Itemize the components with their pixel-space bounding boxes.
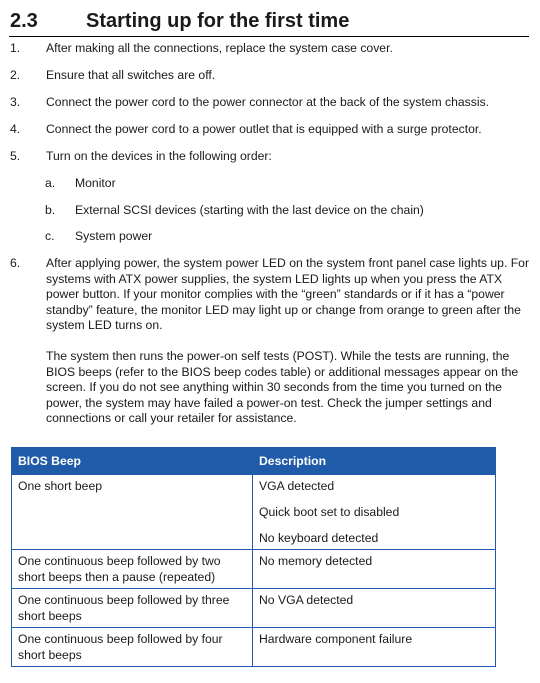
column-header-description: Description xyxy=(253,448,496,475)
description-line: VGA detected xyxy=(259,479,335,493)
description-cell: No memory detected xyxy=(253,550,496,589)
section-title: Starting up for the first time xyxy=(86,10,350,32)
post-paragraph: The system then runs the power-on self tests (POST). While the tests are running, the BIOS beeps (refer to the BIOS beep codes table) or additional messages appear on the screen. If you do not see anything within 30 seconds from the time you turned on the power, the system may have failed a power-on test. Check the jumper settings and connections or call your retailer for assistance. xyxy=(46,349,519,425)
step-text: Turn on the devices in the following order: xyxy=(46,149,272,163)
step-number: 1. xyxy=(10,41,21,55)
description-line: No keyboard detected xyxy=(259,531,379,545)
step-number: 4. xyxy=(10,122,21,136)
substep-letter: a. xyxy=(45,176,56,190)
substep-text: External SCSI devices (starting with the last device on the chain) xyxy=(75,203,424,217)
description-line: Quick boot set to disabled xyxy=(259,505,400,519)
table-row xyxy=(12,550,496,589)
beep-cell: One continuous beep followed by two short beeps then a pause (repeated) xyxy=(12,550,253,589)
step-text: Connect the power cord to a power outlet that is equipped with a surge protector. xyxy=(46,122,482,136)
step-number: 3. xyxy=(10,95,21,109)
description-cell: No VGA detected xyxy=(253,589,496,628)
description-cell xyxy=(253,475,496,550)
step-text: After making all the connections, replace the system case cover. xyxy=(46,41,393,55)
beep-cell: One continuous beep followed by three short beeps xyxy=(12,589,253,628)
section-heading xyxy=(9,6,529,37)
step-number: 6. xyxy=(10,256,21,270)
substep-letter: c. xyxy=(45,229,55,243)
section-number: 2.3 xyxy=(10,10,38,32)
step-text: Connect the power cord to the power connector at the back of the system chassis. xyxy=(46,95,490,109)
substep-letter: b. xyxy=(45,203,56,217)
step-text: Ensure that all switches are off. xyxy=(46,68,216,82)
table-header-row xyxy=(12,448,496,475)
bios-beep-table xyxy=(11,447,496,667)
table-row xyxy=(12,475,496,550)
table-row xyxy=(12,589,496,628)
beep-cell: One short beep xyxy=(12,475,253,550)
step-number: 2. xyxy=(10,68,21,82)
table-row xyxy=(12,628,496,667)
column-header-bios-beep: BIOS Beep xyxy=(12,448,253,475)
beep-cell: One continuous beep followed by four short beeps xyxy=(12,628,253,667)
description-cell: Hardware component failure xyxy=(253,628,496,667)
step-number: 5. xyxy=(10,149,21,163)
substep-text: System power xyxy=(75,229,153,243)
step-text: After applying power, the system power LED on the system front panel case lights up. For systems with ATX power supplies, the system LED lights up when you press the ATX power button. If your monitor complies with the “green” standards or if it has a “power standby” feature, the monitor LED may light up or change from orange to green after the system LED turns on. xyxy=(46,256,530,332)
substep-text: Monitor xyxy=(75,176,116,190)
